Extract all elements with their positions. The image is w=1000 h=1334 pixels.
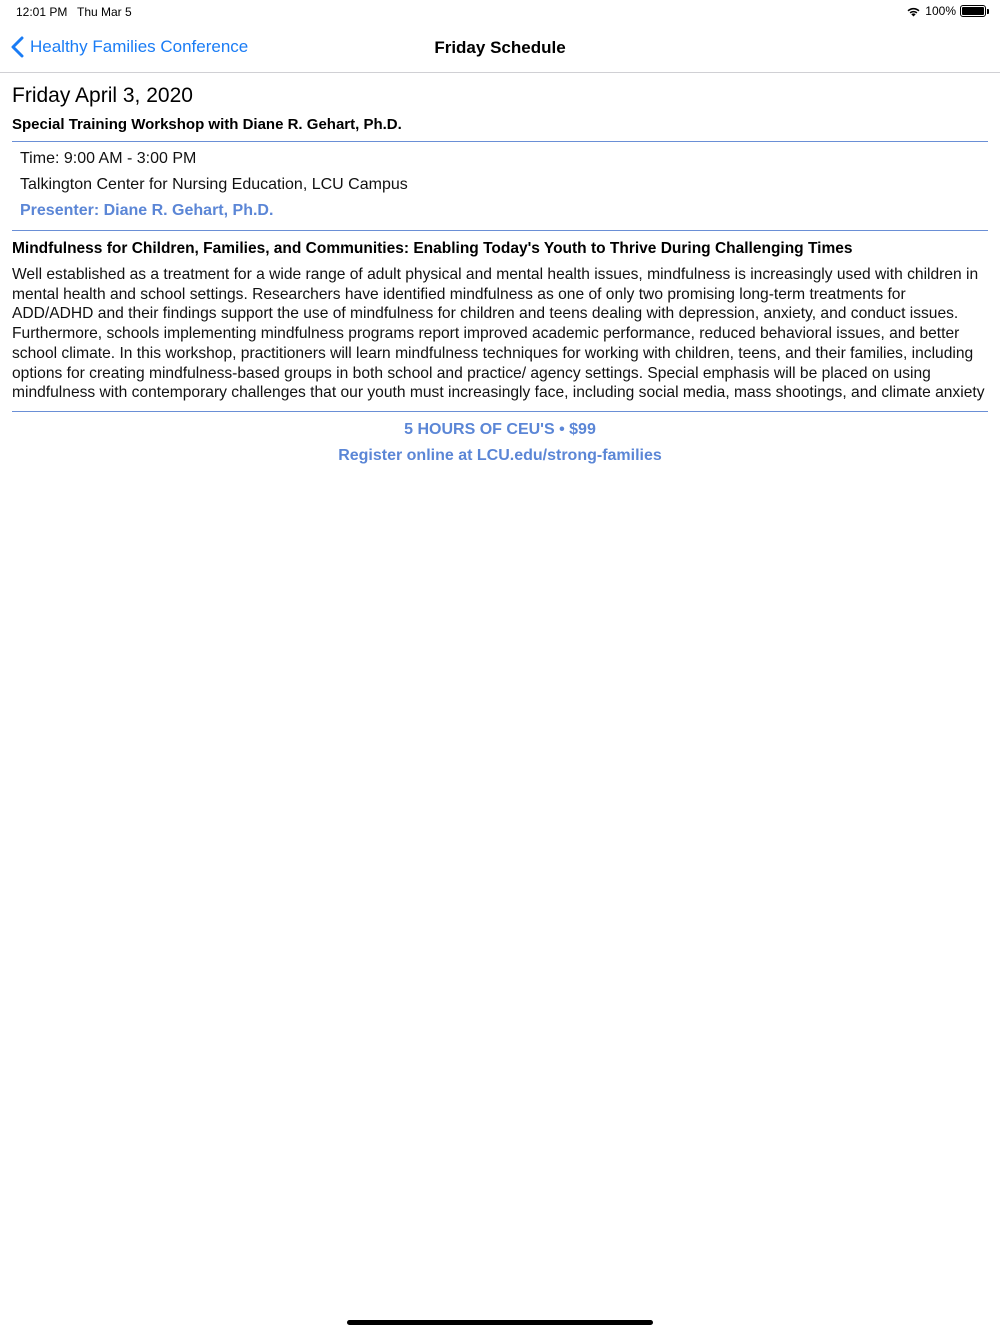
schedule-content bbox=[12, 84, 988, 465]
ceu-price: 5 HOURS OF CEU'S • $99 bbox=[404, 420, 596, 438]
status-date: Thu Mar 5 bbox=[77, 5, 132, 19]
session-title: Mindfulness for Children, Families, and Communities: Enabling Today's Youth to Thrive During Challenging Times bbox=[12, 240, 853, 257]
workshop-title: Special Training Workshop with Diane R. Gehart, Ph.D. bbox=[12, 116, 402, 133]
event-time: Time: 9:00 AM - 3:00 PM bbox=[20, 150, 197, 167]
page-title: Friday Schedule bbox=[434, 38, 566, 57]
battery-icon bbox=[960, 5, 986, 17]
divider bbox=[12, 411, 988, 412]
status-indicators bbox=[906, 4, 986, 18]
event-details bbox=[12, 142, 988, 230]
status-bar bbox=[0, 0, 1000, 24]
event-location: Talkington Center for Nursing Education, LCU Campus bbox=[20, 176, 408, 193]
date-heading: Friday April 3, 2020 bbox=[12, 84, 193, 107]
home-indicator[interactable] bbox=[347, 1320, 653, 1325]
status-time: 12:01 PM bbox=[16, 5, 68, 19]
registration-info bbox=[12, 421, 988, 465]
back-button-label: Healthy Families Conference bbox=[30, 37, 249, 56]
presenter-link[interactable]: Presenter: Diane R. Gehart, Ph.D. bbox=[20, 202, 274, 219]
navigation-bar bbox=[0, 24, 1000, 73]
battery-percent: 100% bbox=[925, 4, 956, 18]
divider bbox=[12, 230, 988, 231]
register-link[interactable]: Register online at LCU.edu/strong-families bbox=[338, 446, 662, 464]
session-description: Well established as a treatment for a wide range of adult physical and mental health issues, mindfulness is increasingly used with children in mental health and school settings. Researchers have identified mindfulness as one of only two promising long-term treatments for ADD/ADHD and their findings support the use of mindfulness for children and teens dealing with depression, anxiety, and conduct issues. Furthermore, schools implementing mindfulness programs report improved academic performance, reduced behavioral issues, and better school climate. In this workshop, practitioners will learn mindfulness techniques for working with children, teens, and their families, including options for creating mindfulness-based groups in both school and practice/ agency settings. Special emphasis will be placed on using mindfulness with contemporary challenges that our youth must increasingly face, including social media, mass shootings, and climate anxiety bbox=[12, 266, 985, 402]
wifi-icon bbox=[906, 5, 921, 17]
